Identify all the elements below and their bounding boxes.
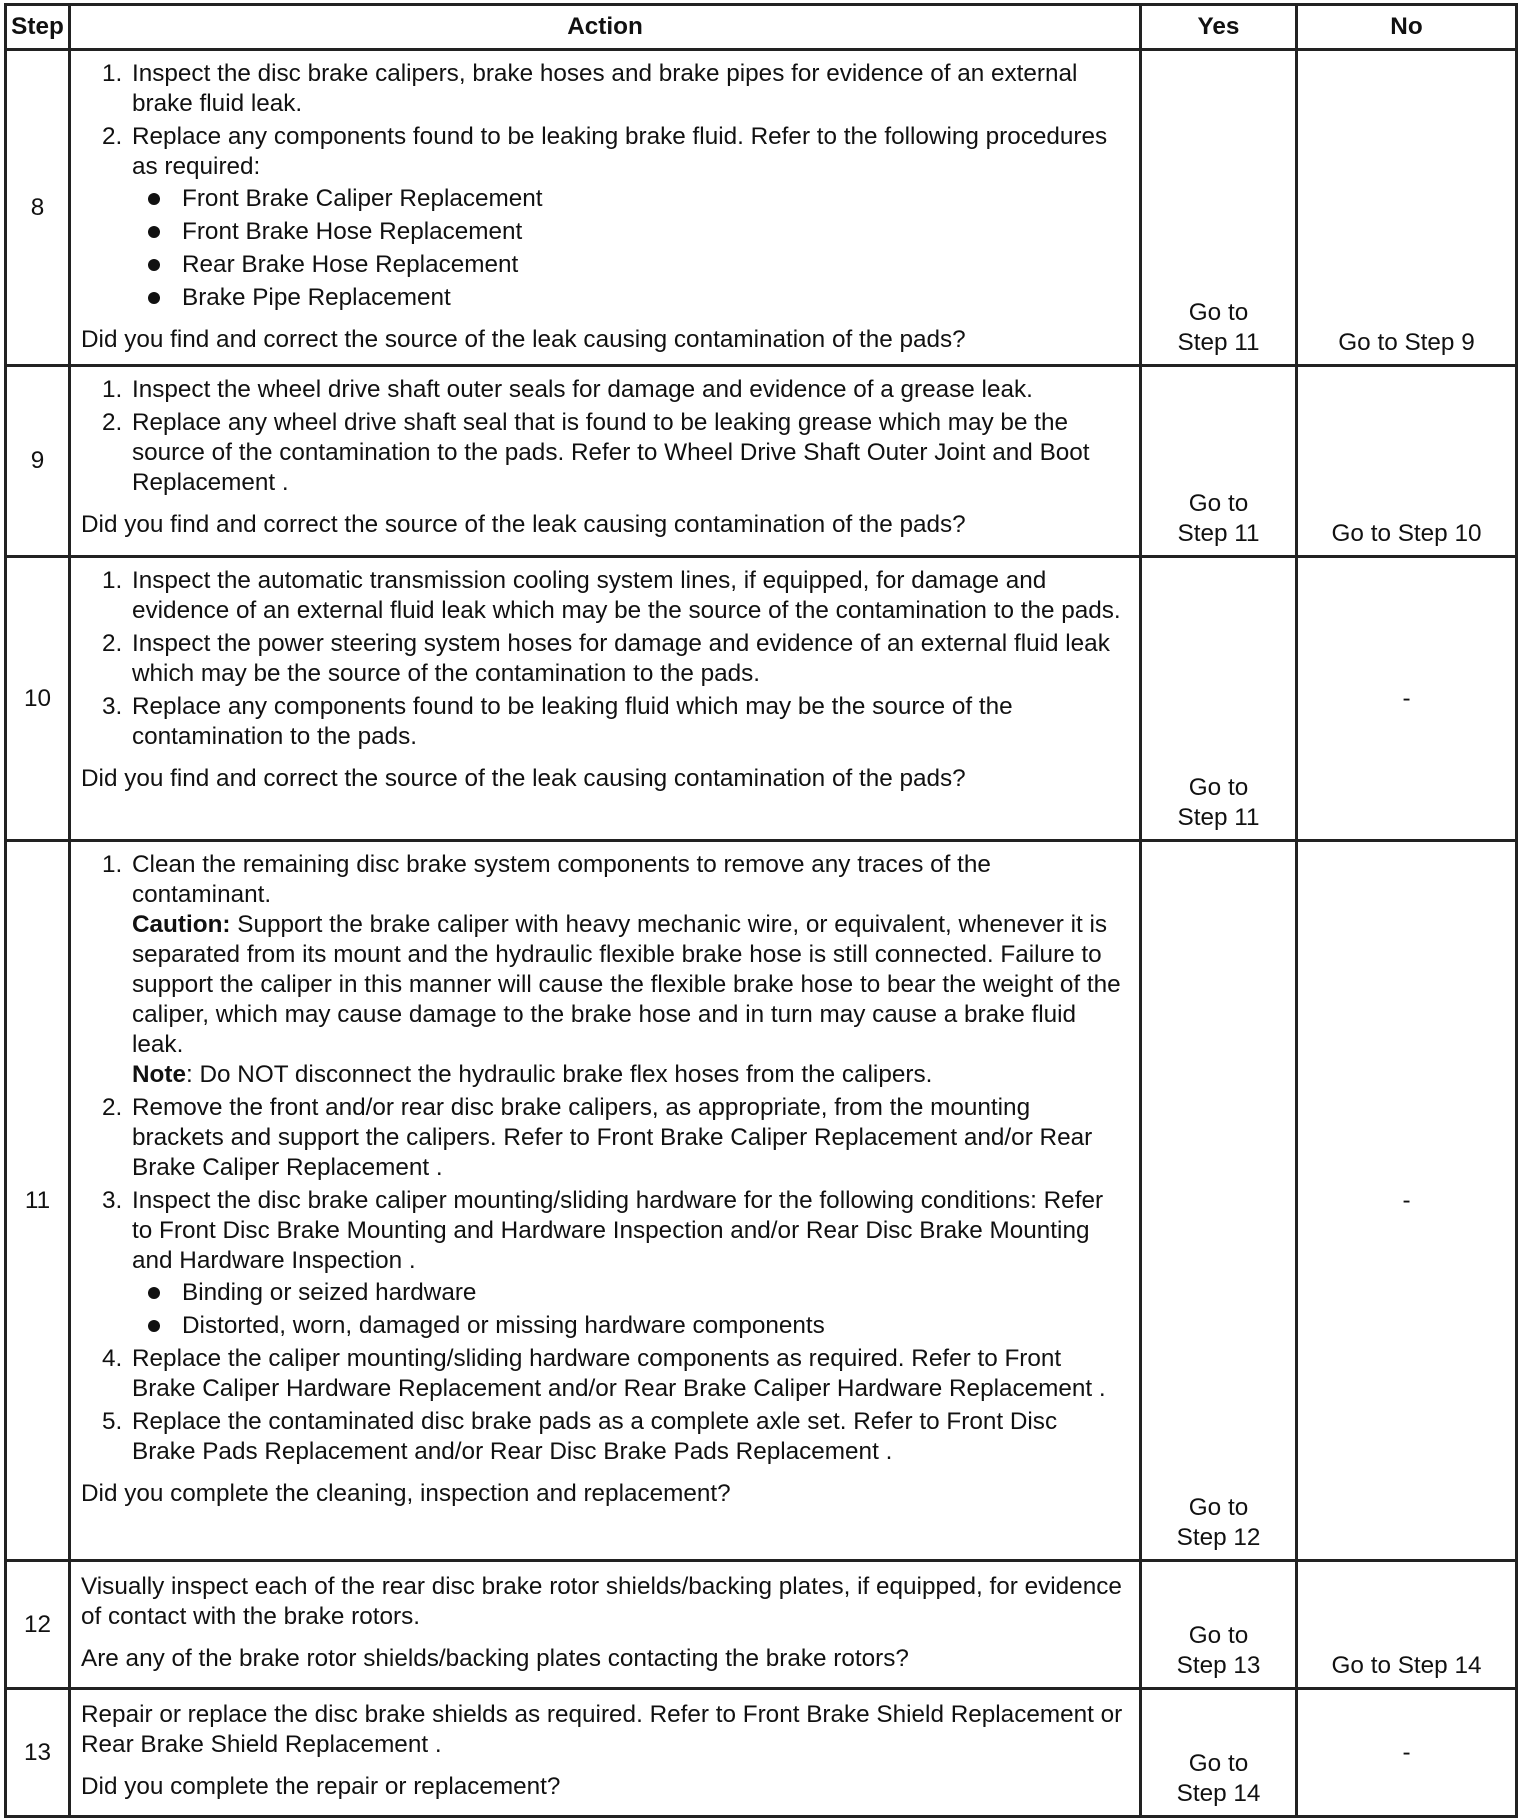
- list-item: 4. Replace the caliper mounting/sliding hardware components as required. Refer to Front Brake Caliper Hardware Replacement and/or Rear Brake Caliper Hardware Replacement .: [129, 1344, 1127, 1404]
- action-cell: [70, 50, 1141, 366]
- list-item: 3. Replace any components found to be leaking fluid which may be the source of the contamination to the pads.: [129, 692, 1127, 752]
- bullet-item: Binding or seized hardware: [148, 1278, 1127, 1308]
- note-text: : Do NOT disconnect the hydraulic brake flex hoses from the calipers.: [186, 1061, 933, 1088]
- yes-line-2: Step 13: [1176, 1652, 1261, 1679]
- caution-label: Caution:: [132, 911, 231, 938]
- no-cell: -: [1297, 557, 1517, 841]
- table-row: [6, 1689, 1517, 1817]
- question-text: Did you complete the cleaning, inspection and replacement?: [81, 1480, 731, 1507]
- no-cell: Go to Step 10: [1297, 366, 1517, 557]
- list-item-text: Replace any components found to be leaking brake fluid. Refer to the following procedures as required:: [132, 123, 1108, 180]
- no-cell: -: [1297, 841, 1517, 1561]
- step-number: 13: [6, 1689, 70, 1817]
- bullet-list: [132, 1278, 1127, 1341]
- yes-line-1: Go to: [1188, 1622, 1249, 1649]
- list-item-text: Inspect the disc brake caliper mounting/sliding hardware for the following conditions: Refer to Front Disc Brake Mounting and Hardware Inspection and/or Rear Disc Brake Mounting and Hardware Inspection .: [132, 1187, 1104, 1274]
- yes-line-2: Step 11: [1177, 329, 1260, 356]
- no-cell: Go to Step 14: [1297, 1561, 1517, 1689]
- yes-cell: [1141, 1689, 1297, 1817]
- instruction-list: [81, 59, 1127, 313]
- header-step: Step: [6, 5, 70, 50]
- caution-text: Support the brake caliper with heavy mechanic wire, or equivalent, whenever it is separated from its mount and the hydraulic flexible brake hose is still connected. Failure to support the caliper in this manner will cause the flexible brake hose to bear the weight of the caliper, which may cause damage to the brake hose and in turn may cause a brake fluid leak.: [132, 911, 1121, 1058]
- table-row: [6, 1561, 1517, 1689]
- header-row: [6, 5, 1517, 50]
- yes-line-1: Go to: [1188, 299, 1249, 326]
- question-text: Did you find and correct the source of the leak causing contamination of the pads?: [81, 511, 966, 538]
- yes-line-2: Step 11: [1177, 804, 1260, 831]
- caution-block: [132, 910, 1127, 1060]
- list-item: 2. Replace any wheel drive shaft seal that is found to be leaking grease which may be the source of the contamination to the pads. Refer to Wheel Drive Shaft Outer Joint and Boot Replacement .: [129, 408, 1127, 498]
- header-no: No: [1297, 5, 1517, 50]
- action-cell: [70, 841, 1141, 1561]
- question-text: Did you complete the repair or replacement?: [81, 1773, 561, 1800]
- yes-cell: [1141, 1561, 1297, 1689]
- yes-line-2: Step 12: [1176, 1524, 1261, 1551]
- step-number: 9: [6, 366, 70, 557]
- action-text: Visually inspect each of the rear disc brake rotor shields/backing plates, if equipped, for evidence of contact with the brake rotors.: [81, 1573, 1122, 1630]
- yes-cell: [1141, 366, 1297, 557]
- step-number: 8: [6, 50, 70, 366]
- step-number: 12: [6, 1561, 70, 1689]
- diagnostic-table: [4, 3, 1518, 1818]
- list-item: 1. Inspect the automatic transmission cooling system lines, if equipped, for damage and evidence of an external fluid leak which may be the source of the contamination to the pads.: [129, 566, 1127, 626]
- table-row: [6, 557, 1517, 841]
- action-cell: [70, 366, 1141, 557]
- question-text: Did you find and correct the source of the leak causing contamination of the pads?: [81, 326, 966, 353]
- bullet-item: Front Brake Caliper Replacement: [148, 184, 1127, 214]
- instruction-list: [81, 566, 1127, 752]
- action-cell: [70, 1689, 1141, 1817]
- question-text: Are any of the brake rotor shields/backing plates contacting the brake rotors?: [81, 1645, 909, 1672]
- yes-line-1: Go to: [1188, 490, 1249, 517]
- yes-line-2: Step 14: [1176, 1780, 1261, 1807]
- note-block: [132, 1060, 1127, 1090]
- note-label: Note: [132, 1061, 186, 1088]
- table-row: [6, 841, 1517, 1561]
- bullet-item: Distorted, worn, damaged or missing hardware components: [148, 1311, 1127, 1341]
- yes-line-1: Go to: [1188, 1494, 1249, 1521]
- list-item: [129, 1186, 1127, 1341]
- list-item: 2. Remove the front and/or rear disc brake calipers, as appropriate, from the mounting brackets and support the calipers. Refer to Front Brake Caliper Replacement and/or Rear Brake Caliper Replacement .: [129, 1093, 1127, 1183]
- list-item: 1. Inspect the disc brake calipers, brake hoses and brake pipes for evidence of an external brake fluid leak.: [129, 59, 1127, 119]
- bullet-item: Front Brake Hose Replacement: [148, 217, 1127, 247]
- step-number: 10: [6, 557, 70, 841]
- no-cell: Go to Step 9: [1297, 50, 1517, 366]
- list-item: [129, 122, 1127, 313]
- header-yes: Yes: [1141, 5, 1297, 50]
- table-row: [6, 50, 1517, 366]
- instruction-list: [81, 375, 1127, 498]
- bullet-item: Brake Pipe Replacement: [148, 283, 1127, 313]
- instruction-list: [81, 850, 1127, 1467]
- yes-cell: [1141, 557, 1297, 841]
- list-item: 5. Replace the contaminated disc brake pads as a complete axle set. Refer to Front Disc Brake Pads Replacement and/or Rear Disc Brake Pads Replacement .: [129, 1407, 1127, 1467]
- list-item-text: 1. Clean the remaining disc brake system components to remove any traces of the contaminant.: [132, 851, 991, 908]
- action-text: Repair or replace the disc brake shields as required. Refer to Front Brake Shield Replacement or Rear Brake Shield Replacement .: [81, 1701, 1123, 1758]
- yes-line-2: Step 11: [1177, 520, 1260, 547]
- bullet-list: [132, 184, 1127, 313]
- action-cell: [70, 1561, 1141, 1689]
- yes-cell: [1141, 50, 1297, 366]
- yes-line-1: Go to: [1188, 774, 1249, 801]
- yes-cell: [1141, 841, 1297, 1561]
- question-text: Did you find and correct the source of the leak causing contamination of the pads?: [81, 765, 966, 792]
- yes-line-1: Go to: [1188, 1750, 1249, 1777]
- table-row: [6, 366, 1517, 557]
- list-item: [129, 850, 1127, 1090]
- header-action: Action: [70, 5, 1141, 50]
- step-number: 11: [6, 841, 70, 1561]
- list-item: 2. Inspect the power steering system hoses for damage and evidence of an external fluid leak which may be the source of the contamination to the pads.: [129, 629, 1127, 689]
- bullet-item: Rear Brake Hose Replacement: [148, 250, 1127, 280]
- list-item: 1. Inspect the wheel drive shaft outer seals for damage and evidence of a grease leak.: [129, 375, 1127, 405]
- no-cell: -: [1297, 1689, 1517, 1817]
- action-cell: [70, 557, 1141, 841]
